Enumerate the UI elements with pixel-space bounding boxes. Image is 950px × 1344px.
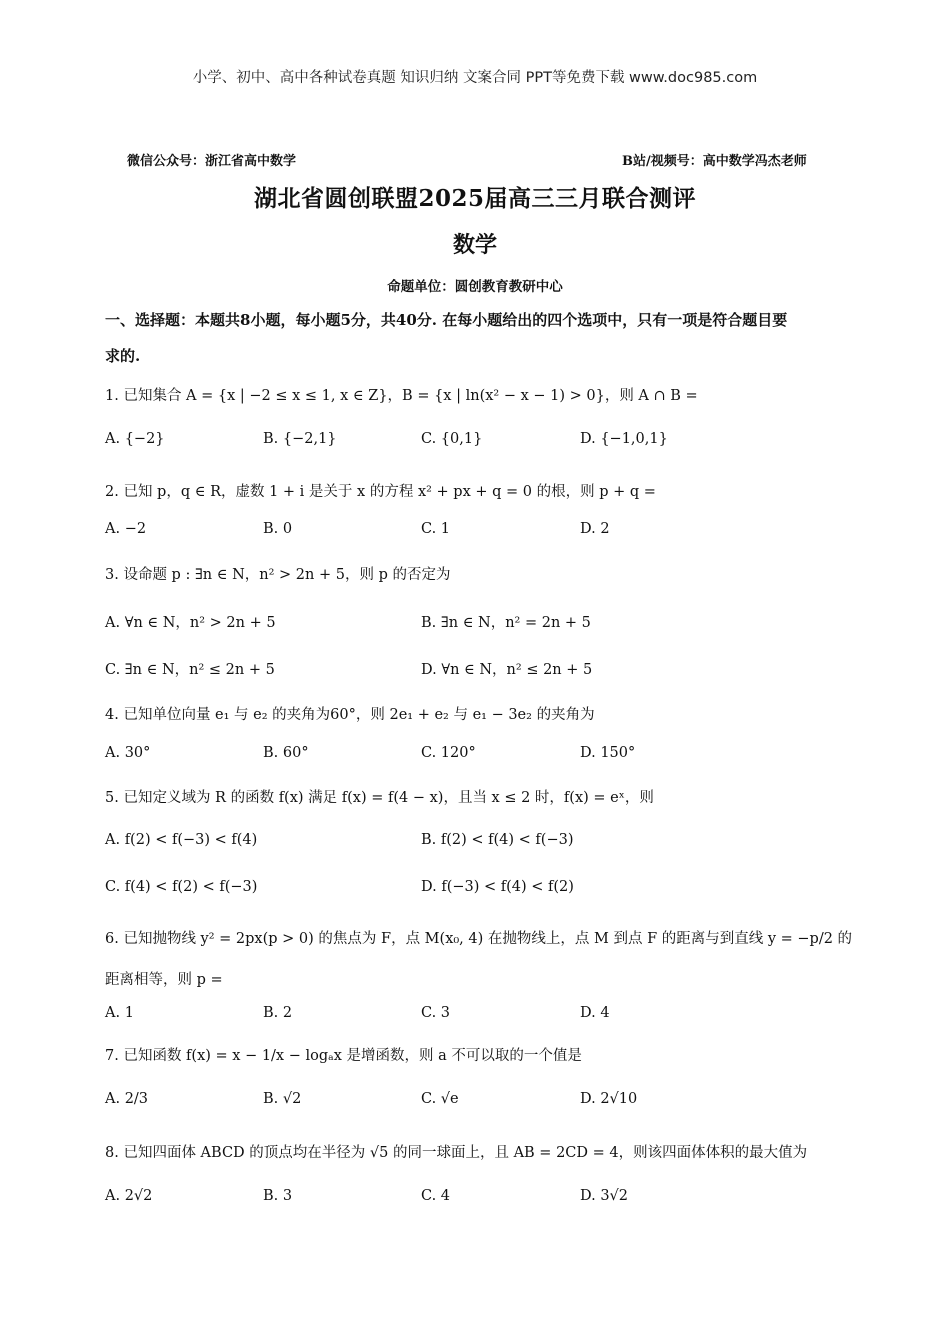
- question-5-stem: 5. 已知定义域为 R 的函数 f(x) 满足 f(x) = f(4 − x)，且当 x ≤ 2 时，f(x) = eˣ，则: [105, 790, 654, 806]
- question-4-option-c: C. 120°: [421, 745, 476, 761]
- question-1-option-a: A. {−2}: [105, 431, 165, 447]
- question-6-option-c: C. 3: [421, 1005, 451, 1021]
- question-6-option-d: D. 4: [580, 1005, 610, 1021]
- question-7-stem: 7. 已知函数 f(x) = x − 1/x − logₐx 是增函数，则 a 不可以取的一个值是: [105, 1048, 582, 1064]
- question-6-option-a: A. 1: [105, 1005, 134, 1021]
- question-5-option-a: A. f(2) < f(−3) < f(4): [105, 832, 258, 848]
- question-6-stem-continued: 距离相等，则 p =: [105, 972, 223, 988]
- question-2-option-c: C. 1: [421, 521, 451, 537]
- question-6-stem: 6. 已知抛物线 y² = 2px(p > 0) 的焦点为 F，点 M(x₀, 4) 在抛物线上，点 M 到点 F 的距离与到直线 y = −p/2 的: [105, 931, 853, 947]
- question-8-option-a: A. 2√2: [105, 1188, 153, 1204]
- question-7-option-a: A. 2/3: [105, 1091, 149, 1107]
- question-4-option-d: D. 150°: [580, 745, 636, 761]
- question-3-option-b: B. ∃n ∈ N，n² = 2n + 5: [421, 615, 591, 631]
- question-7-option-c: C. √e: [421, 1091, 459, 1107]
- question-1-option-d: D. {−1,0,1}: [580, 431, 668, 447]
- site-banner: 小学、初中、高中各种试卷真题 知识归纳 文案合同 PPT等免费下载 www.doc985.com: [192, 70, 758, 86]
- bilibili-account-label: B站/视频号：高中数学冯杰老师: [622, 154, 807, 169]
- exam-title: 湖北省圆创联盟2025届高三三月联合测评: [253, 185, 696, 212]
- question-3-option-c: C. ∃n ∈ N，n² ≤ 2n + 5: [105, 662, 275, 678]
- section-heading-line2: 求的.: [105, 347, 141, 365]
- question-7-option-d: D. 2√10: [580, 1091, 638, 1107]
- question-8-stem: 8. 已知四面体 ABCD 的顶点均在半径为 √5 的同一球面上，且 AB = 2CD = 4，则该四面体体积的最大值为: [105, 1145, 808, 1161]
- question-2-stem: 2. 已知 p，q ∈ R，虚数 1 + i 是关于 x 的方程 x² + px + q = 0 的根，则 p + q =: [105, 484, 656, 500]
- exam-subject: 数学: [452, 232, 497, 258]
- question-1-option-b: B. {−2,1}: [263, 431, 337, 447]
- question-8-option-d: D. 3√2: [580, 1188, 629, 1204]
- question-1-option-c: C. {0,1}: [421, 431, 483, 447]
- question-5-option-c: C. f(4) < f(2) < f(−3): [105, 879, 258, 895]
- exam-unit: 命题单位：圆创教育教研中心: [387, 279, 563, 295]
- question-2-option-d: D. 2: [580, 521, 610, 537]
- question-6-option-b: B. 2: [263, 1005, 293, 1021]
- question-3-stem: 3. 设命题 p : ∃n ∈ N，n² > 2n + 5，则 p 的否定为: [105, 567, 451, 583]
- question-4-option-b: B. 60°: [263, 745, 309, 761]
- question-7-option-b: B. √2: [263, 1091, 302, 1107]
- question-2-option-b: B. 0: [263, 521, 293, 537]
- question-8-option-c: C. 4: [421, 1188, 451, 1204]
- question-4-stem: 4. 已知单位向量 e₁ 与 e₂ 的夹角为60°，则 2e₁ + e₂ 与 e₁ − 3e₂ 的夹角为: [105, 707, 595, 723]
- question-1-stem: 1. 已知集合 A = {x | −2 ≤ x ≤ 1, x ∈ Z}，B = {x | ln(x² − x − 1) > 0}，则 A ∩ B =: [105, 388, 698, 404]
- question-5-option-d: D. f(−3) < f(4) < f(2): [421, 879, 574, 895]
- question-3-option-d: D. ∀n ∈ N，n² ≤ 2n + 5: [421, 662, 593, 678]
- section-heading-line1: 一、选择题：本题共8小题，每小题5分，共40分. 在每小题给出的四个选项中，只有一项是符合题目要: [105, 311, 788, 329]
- question-8-option-b: B. 3: [263, 1188, 293, 1204]
- question-3-option-a: A. ∀n ∈ N，n² > 2n + 5: [105, 615, 276, 631]
- question-4-option-a: A. 30°: [105, 745, 151, 761]
- wechat-account-label: 微信公众号：浙江省高中数学: [127, 154, 297, 169]
- question-5-option-b: B. f(2) < f(4) < f(−3): [421, 832, 574, 848]
- question-2-option-a: A. −2: [105, 521, 147, 537]
